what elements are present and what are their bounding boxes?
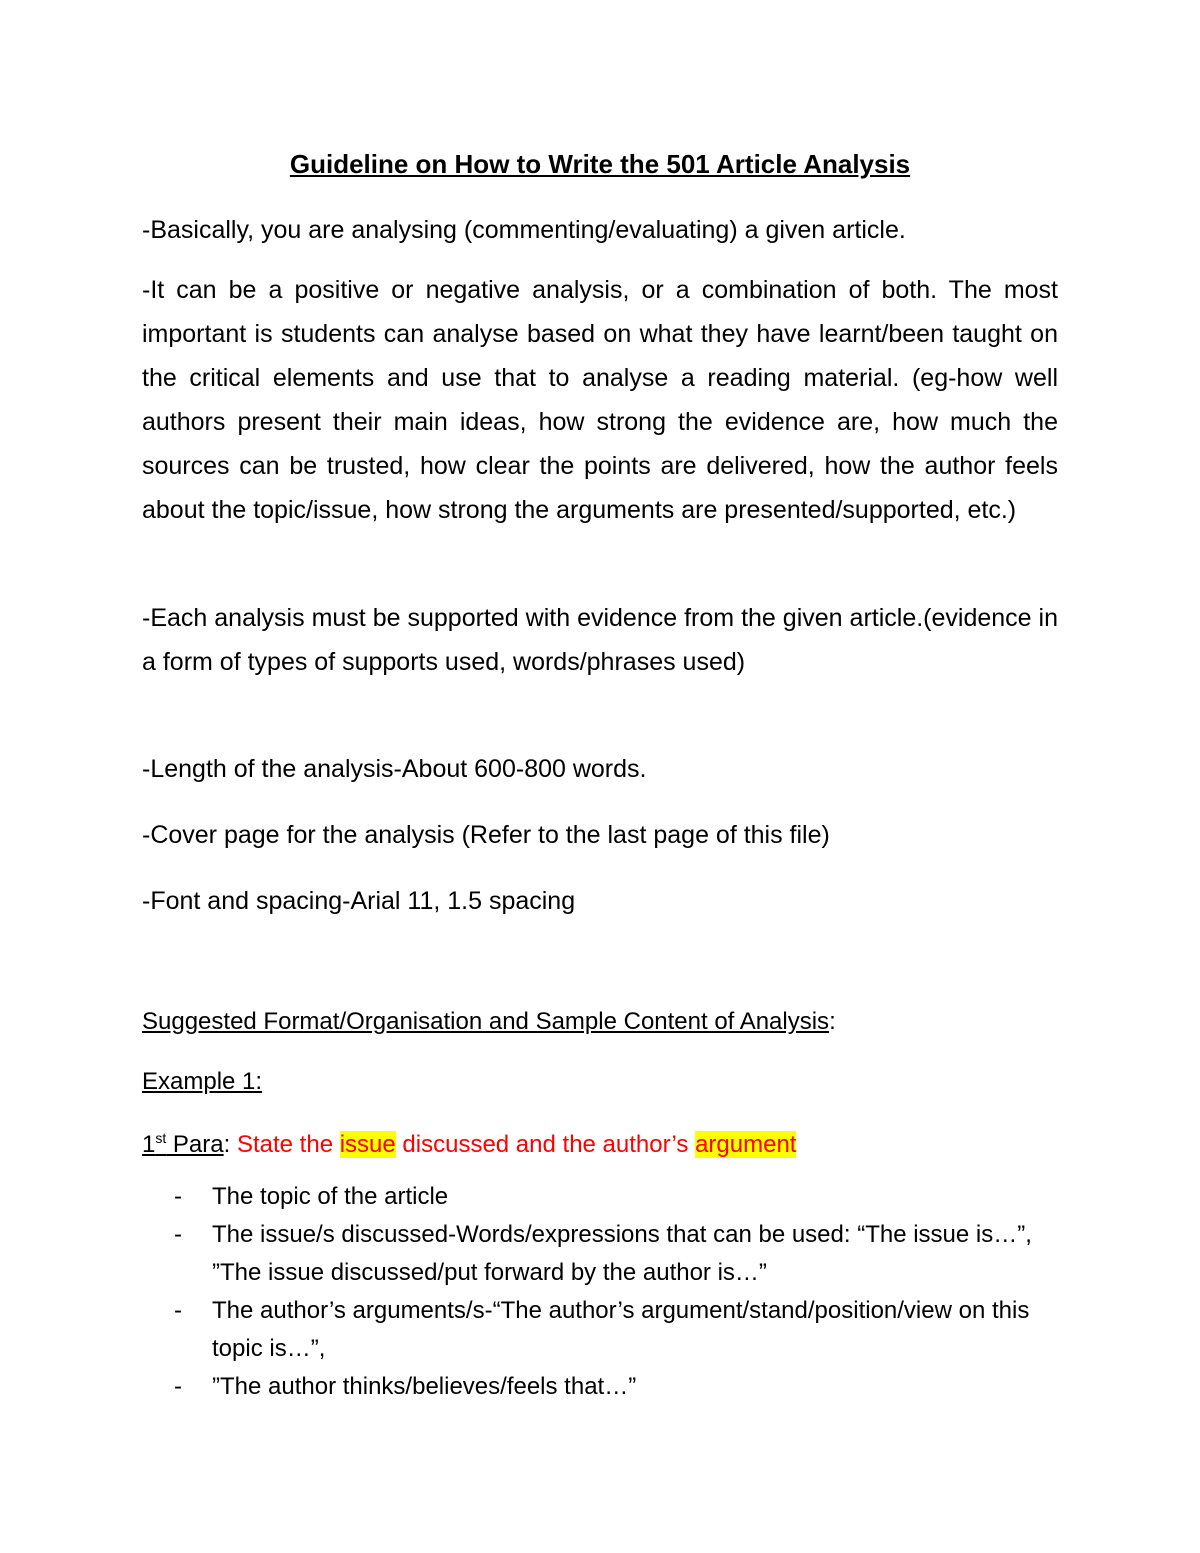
- dash-bullet: -: [174, 1373, 182, 1400]
- list-item-text: ”The author thinks/believes/feels that…”: [212, 1373, 637, 1400]
- paragraph-length: -Length of the analysis-About 600-800 words.: [142, 755, 647, 783]
- dash-bullet: -: [174, 1221, 182, 1248]
- list-item-text: The issue/s discussed-Words/expressions that can be used: “The issue is…”, ”The issue discussed/put forward by the author is…”: [212, 1221, 1032, 1286]
- list-item-text: The topic of the article: [212, 1183, 449, 1210]
- dash-bullet: -: [174, 1297, 182, 1324]
- list-item: [142, 1368, 1058, 1406]
- para-number: 1: [142, 1131, 156, 1158]
- suggested-format-label: Suggested Format/Organisation and Sample Content of Analysis: [142, 1008, 830, 1035]
- suggested-format-colon: :: [829, 1008, 836, 1035]
- document-title: Guideline on How to Write the 501 Article Analysis: [289, 149, 911, 179]
- para-label: [142, 1131, 224, 1158]
- para-instruction-part-1: State the: [236, 1131, 340, 1158]
- dash-bullet: -: [174, 1183, 182, 1210]
- list-item: [142, 1216, 1058, 1292]
- list-item: [142, 1178, 1058, 1216]
- para-ordinal-suffix: st: [155, 1130, 167, 1146]
- para-word: Para: [166, 1131, 224, 1158]
- para-instruction-part-2: discussed and the author’s: [395, 1131, 696, 1158]
- paragraph-basically: -Basically, you are analysing (commenting/evaluating) a given article.: [142, 216, 906, 244]
- first-para-bullet-list: [142, 1178, 1058, 1406]
- paragraph-positive-negative: -It can be a positive or negative analysis, or a combination of both. The most important is students can analyse based on what they have learnt/been taught on the critical elements and use that to analyse a reading material. (eg-how well authors present their main ideas, how strong the evidence are, how much the sources can be trusted, how clear the points are delivered, how the author feels about the topic/issue, how strong the arguments are presented/supported, etc.): [142, 276, 1058, 524]
- list-item-text: The author’s arguments/s-“The author’s argument/stand/position/view on this topic is…”,: [212, 1297, 1030, 1362]
- list-item: [142, 1292, 1058, 1368]
- paragraph-font-spacing: -Font and spacing-Arial 11, 1.5 spacing: [142, 887, 576, 915]
- example-heading: Example 1:: [142, 1068, 263, 1095]
- para-colon: :: [223, 1131, 237, 1158]
- highlight-argument: argument: [695, 1131, 797, 1158]
- paragraph-cover-page: -Cover page for the analysis (Refer to the last page of this file): [142, 821, 830, 849]
- highlight-issue: issue: [339, 1131, 396, 1158]
- suggested-format-heading: [142, 1004, 836, 1040]
- first-para-heading: [142, 1120, 796, 1163]
- paragraph-evidence: -Each analysis must be supported with evidence from the given article.(evidence in a form of types of supports used, words/phrases used): [142, 604, 1058, 676]
